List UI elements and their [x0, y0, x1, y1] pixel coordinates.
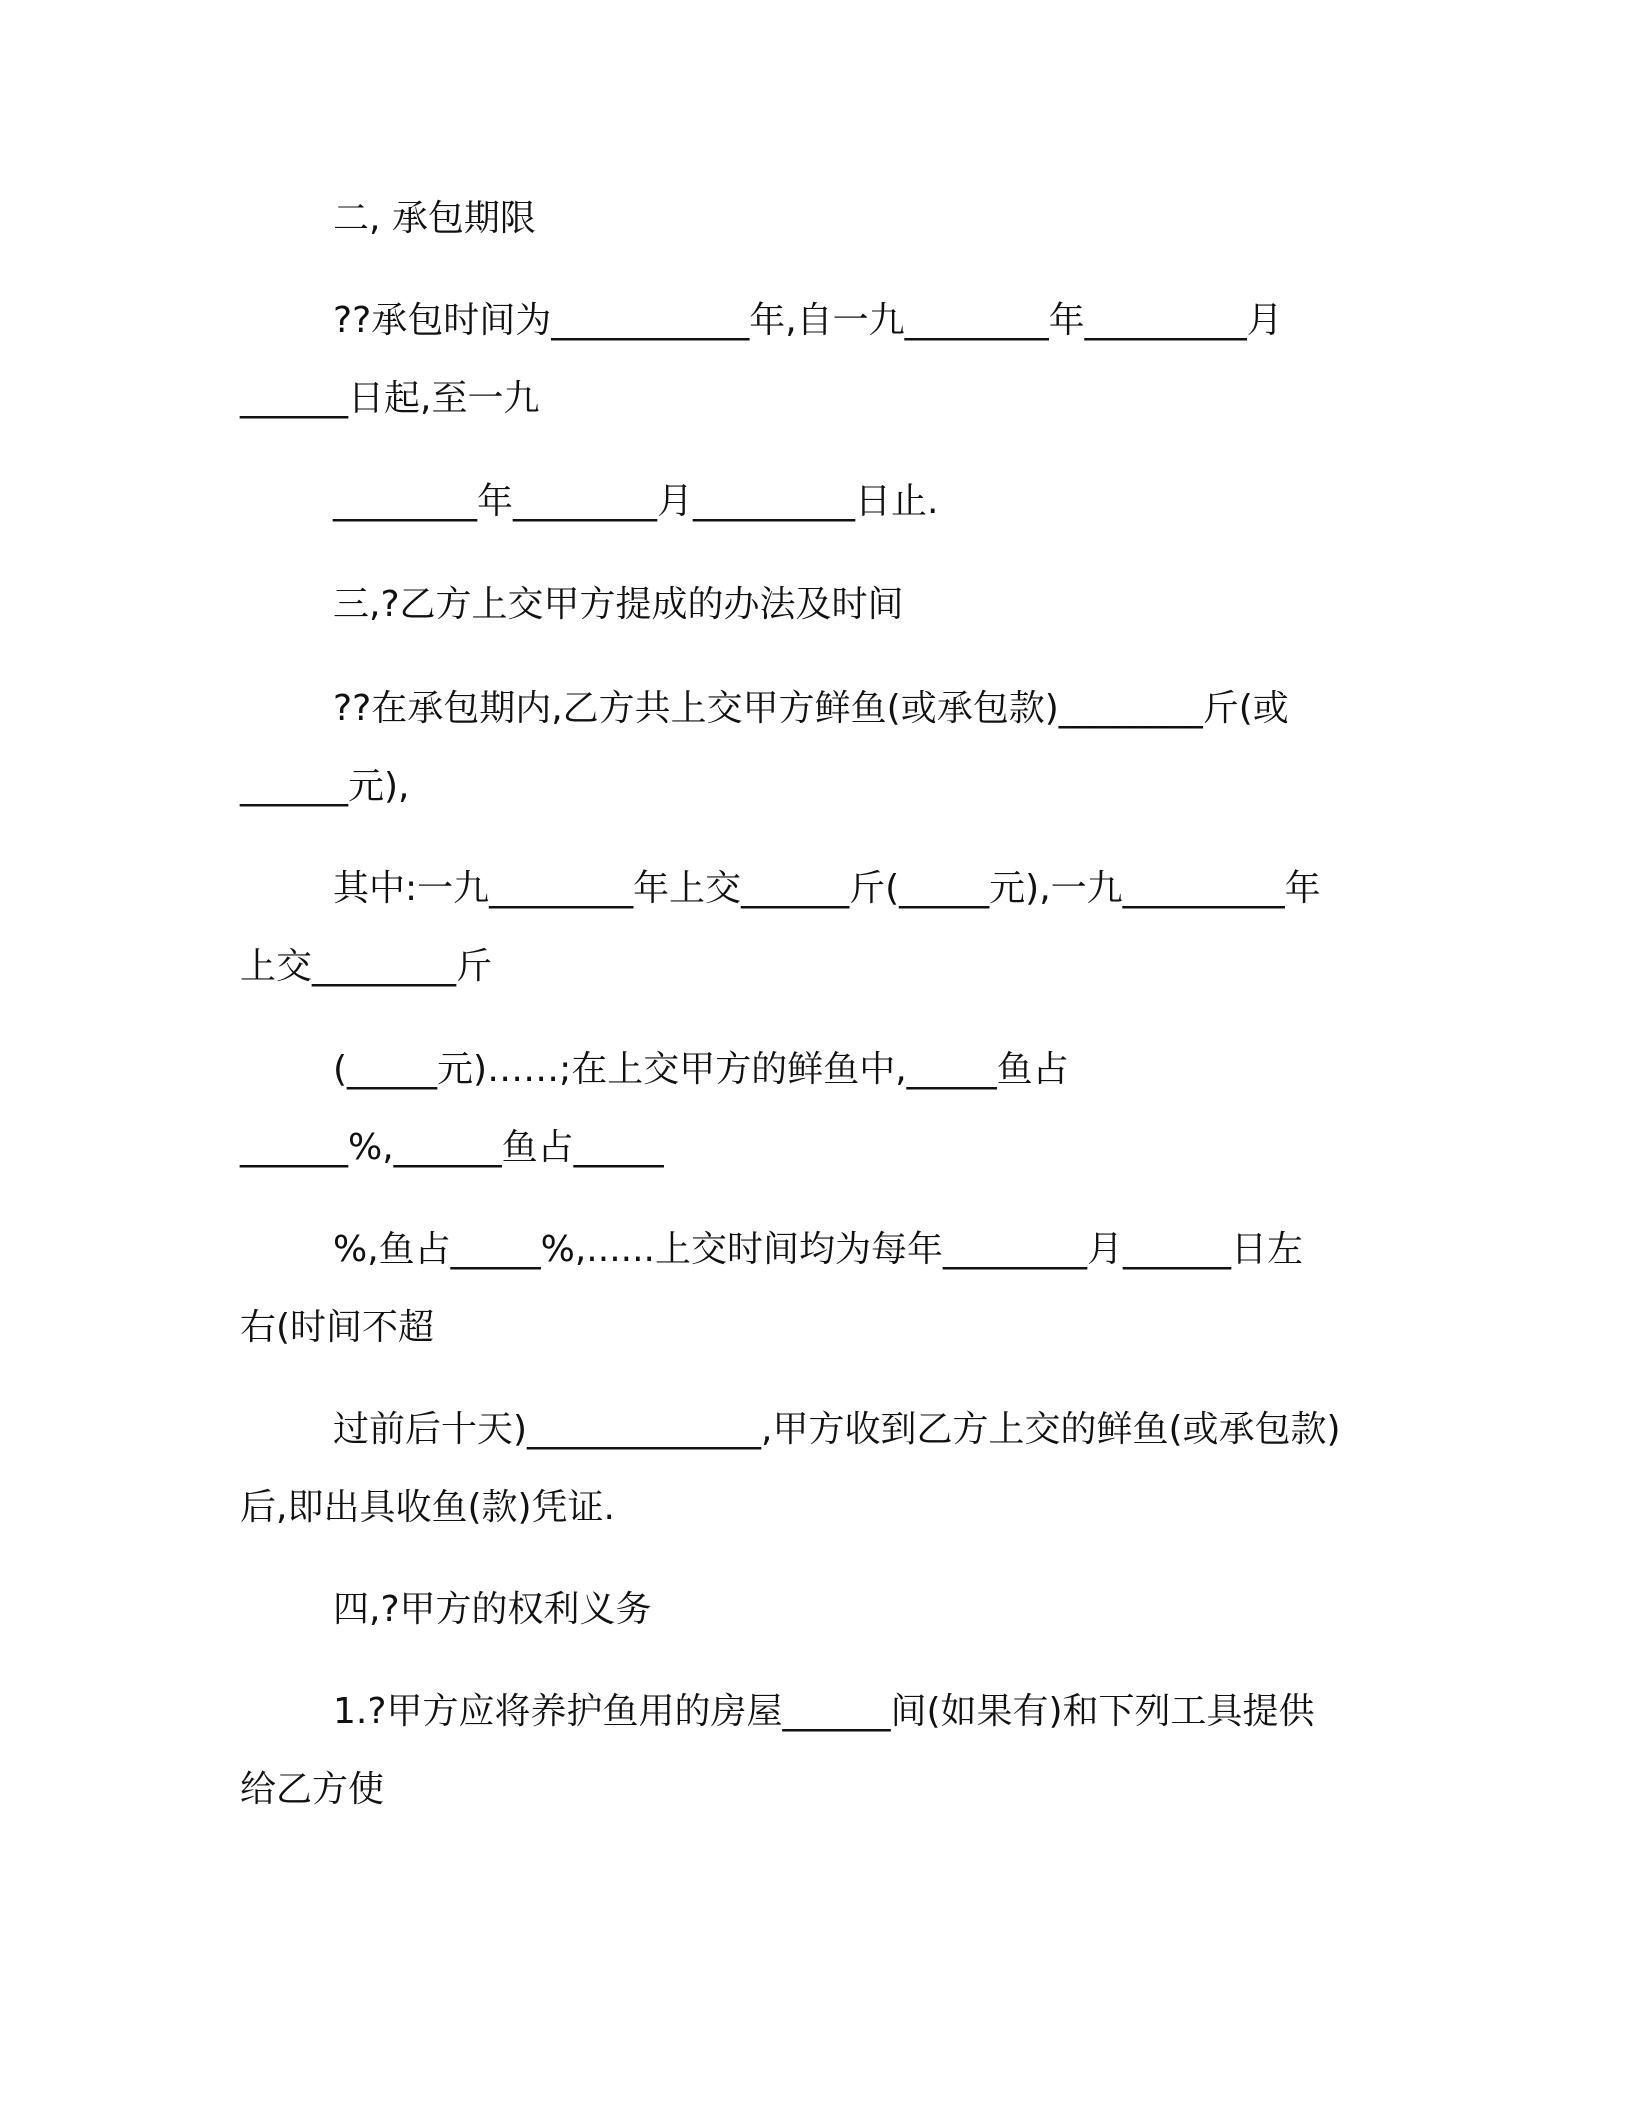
paragraph-line: ??承包时间为___________年,自一九________年_________月 — [333, 300, 1283, 341]
paragraph-line: %,鱼占_____%,......上交时间均为每年________月______日左 — [333, 1229, 1303, 1270]
paragraph-line: 给乙方使 — [240, 1769, 385, 1810]
paragraph-line: ______元), — [240, 766, 410, 807]
paragraph-line: (_____元)……;在上交甲方的鲜鱼中,_____鱼占 — [333, 1049, 1069, 1090]
paragraph-line: 后,即出具收鱼(款)凭证. — [240, 1487, 615, 1528]
paragraph-line: 过前后十天)_____________,甲方收到乙方上交的鲜鱼(或承包款) — [333, 1409, 1341, 1450]
paragraph-line: 其中:一九________年上交______斤(_____元),一九_________年 — [333, 868, 1321, 909]
paragraph-line: ??在承包期内,乙方共上交甲方鲜鱼(或承包款)________斤(或 — [333, 688, 1289, 729]
paragraph-line: 右(时间不超 — [240, 1307, 435, 1348]
paragraph-line: ________年________月_________日止. — [333, 481, 939, 522]
paragraph-line: ______%,______鱼占_____ — [240, 1127, 664, 1168]
section-heading-2: 二, 承包期限 — [333, 198, 536, 239]
section-heading-3: 三,?乙方上交甲方提成的办法及时间 — [333, 584, 904, 625]
paragraph-line: 上交________斤 — [240, 946, 493, 987]
section-heading-4: 四,?甲方的权利义务 — [333, 1589, 652, 1630]
paragraph-line: 1.?甲方应将养护鱼用的房屋______间(如果有)和下列工具提供 — [333, 1691, 1315, 1732]
paragraph-line: ______日起,至一九 — [240, 378, 540, 419]
